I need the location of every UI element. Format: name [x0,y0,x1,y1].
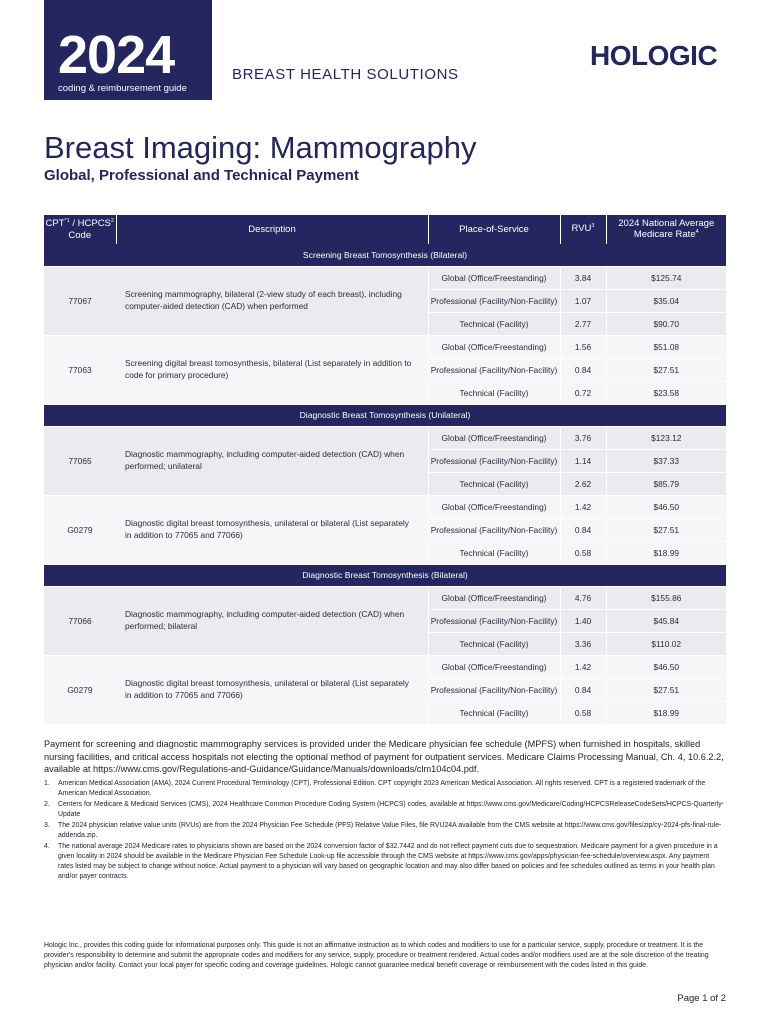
section-header-row [44,404,726,426]
rate-cell: $27.51 [606,518,726,541]
payment-table [44,215,726,725]
section-title: Screening Breast Tomosynthesis (Bilateral) [44,244,726,266]
code-cell: 77067 [44,266,116,335]
page-title: Breast Imaging: Mammography [44,130,477,165]
guide-year: 2024 [58,25,175,85]
table-row [44,655,726,678]
rate-cell: $125.74 [606,266,726,289]
page-number: Page 1 of 2 [677,993,726,1004]
footnote: 3. The 2024 physician relative value units (RVUs) are from the 2024 Physician Fee Schedule (PFS) Relative Value Files, file RVU24A available from the CMS website at https://www.cms.gov/files/zip/cy-2024-pfs-final-rule-addenda.zip. [44,822,722,839]
rate-cell: $46.50 [606,655,726,678]
rvu-cell: 3.76 [560,426,606,449]
place-of-service-cell: Global (Office/Freestanding) [428,266,560,289]
place-of-service-cell: Global (Office/Freestanding) [428,495,560,518]
table-row [44,266,726,289]
header-place-of-service: Place-of-Service [428,215,560,244]
rate-cell: $90.70 [606,312,726,335]
code-cell: G0279 [44,495,116,564]
rate-cell: $51.08 [606,335,726,358]
hologic-logo: HOLOGIC [590,40,718,71]
rvu-cell: 3.36 [560,632,606,655]
rate-cell: $27.51 [606,678,726,701]
place-of-service-cell: Global (Office/Freestanding) [428,655,560,678]
place-of-service-cell: Global (Office/Freestanding) [428,586,560,609]
rvu-cell: 0.72 [560,381,606,404]
code-cell: 77065 [44,426,116,495]
rate-cell: $18.99 [606,541,726,564]
rvu-cell: 3.84 [560,266,606,289]
place-of-service-cell: Professional (Facility/Non-Facility) [428,678,560,701]
place-of-service-cell: Professional (Facility/Non-Facility) [428,289,560,312]
section-header-row [44,564,726,586]
place-of-service-cell: Technical (Facility) [428,381,560,404]
rvu-cell: 0.84 [560,358,606,381]
page-subtitle: Global, Professional and Technical Payment [44,167,359,184]
table-row [44,586,726,609]
place-of-service-cell: Global (Office/Freestanding) [428,335,560,358]
rvu-cell: 0.58 [560,541,606,564]
rate-cell: $23.58 [606,381,726,404]
place-of-service-cell: Professional (Facility/Non-Facility) [428,449,560,472]
place-of-service-cell: Professional (Facility/Non-Facility) [428,358,560,381]
description-cell: Screening digital breast tomosynthesis, bilateral (List separately in addition to code for primary procedure) [116,335,428,404]
rvu-cell: 4.76 [560,586,606,609]
rvu-cell: 1.42 [560,495,606,518]
section-title: Diagnostic Breast Tomosynthesis (Unilateral) [44,404,726,426]
table-row [44,335,726,358]
rvu-cell: 0.84 [560,678,606,701]
rate-cell: $155.86 [606,586,726,609]
rvu-cell: 1.14 [560,449,606,472]
section-title: Diagnostic Breast Tomosynthesis (Bilateral) [44,564,726,586]
guide-subtitle: coding & reimbursement guide [58,83,187,94]
place-of-service-cell: Professional (Facility/Non-Facility) [428,518,560,541]
year-badge [44,0,212,100]
rate-cell: $35.04 [606,289,726,312]
rate-cell: $45.84 [606,609,726,632]
header-code: CPT$^{*1}$ / HCPCS$^2$ Code [44,215,116,244]
disclaimer: Hologic Inc., provides this coding guide for informational purposes only. This guide is not an affirmative instruction as to which codes and modifiers to use for a particular service, supply, procedure or treatment. It is the provider's responsibility to determine and submit the appropriate codes and modifiers for any service, supply, procedure or treatment rendered. Actual codes and/or modifiers used are at the sole discretion of the treating physician and/or facility. Contact your local payer for specific coding and coverage guidelines. Hologic cannot guarantee medical benefit coverage or reimbursement with the codes listed in this guide. [44,942,709,969]
table-header-row [44,215,726,244]
footnote: 4. The national average 2024 Medicare rates to physicians shown are based on the 2024 conversion factor of $32.7442 and do not reflect payment cuts due to sequestration. Medicare payment for a given procedure in a given locality in 2024 should be available in the Medicare Physician Fee Schedule Look-up file accessible through the CMS website at https://www.cms.gov/apps/physician-fee-schedule/overview.aspx. Any payment rates listed may be subject to change without notice. Actual payment to a physician will vary based on geographic location and may also differ based on policies and fee schedules outlined as terms in your health plan and/or payer contracts. [44,843,718,880]
section-label: BREAST HEALTH SOLUTIONS [232,66,459,83]
rvu-cell: 1.07 [560,289,606,312]
footnote: 1. American Medical Association (AMA), 2024 Current Procedural Terminology (CPT), Professional Edition. CPT copyright 2023 American Medical Association. All rights reserved. CPT is a registered trademark of the American Medical Association. [44,780,706,797]
description-cell: Diagnostic digital breast tomosynthesis, unilateral or bilateral (List separately in addition to 77065 and 77066) [116,655,428,724]
rate-cell: $123.12 [606,426,726,449]
rvu-cell: 1.42 [560,655,606,678]
rvu-cell: 2.77 [560,312,606,335]
rate-cell: $27.51 [606,358,726,381]
place-of-service-cell: Technical (Facility) [428,472,560,495]
rate-cell: $46.50 [606,495,726,518]
header-rate: 2024 National Average Medicare Rate$^4$ [606,215,726,244]
code-cell: 77063 [44,335,116,404]
description-cell: Diagnostic mammography, including computer-aided detection (CAD) when performed; unilateral [116,426,428,495]
description-cell: Screening mammography, bilateral (2-view study of each breast), including computer-aided detection (CAD) when performed [116,266,428,335]
place-of-service-cell: Technical (Facility) [428,541,560,564]
table-row [44,426,726,449]
rate-cell: $85.79 [606,472,726,495]
description-cell: Diagnostic digital breast tomosynthesis, unilateral or bilateral (List separately in addition to 77065 and 77066) [116,495,428,564]
rvu-cell: 1.40 [560,609,606,632]
rate-cell: $18.99 [606,701,726,724]
place-of-service-cell: Technical (Facility) [428,312,560,335]
footnote: 2. Centers for Medicare & Medicaid Services (CMS), 2024 Healthcare Common Procedure Coding System (HCPCS) codes, available at https://www.cms.gov/Medicare/Coding/HCPCSReleaseCodeSets/HCPCS-Quarterly-Update [44,801,724,818]
section-header-row [44,244,726,266]
rvu-cell: 0.84 [560,518,606,541]
footnotes [44,779,726,883]
place-of-service-cell: Technical (Facility) [428,701,560,724]
rvu-cell: 2.62 [560,472,606,495]
place-of-service-cell: Professional (Facility/Non-Facility) [428,609,560,632]
rate-cell: $110.02 [606,632,726,655]
code-cell: G0279 [44,655,116,724]
table-row [44,495,726,518]
payment-note: Payment for screening and diagnostic mammography services is provided under the Medicare physician fee schedule (MPFS) when furnished in hospitals, skilled nursing facilities, and critical access hospitals not electing the optional method of payment for outpatient services. Medicare Claims Processing Manual, Ch. 4, 10.6.2.2, available at https://www.cms.gov/Regulations-and-Guidance/Guidance/Manuals/downloads/clm104c04.pdf. [44,739,724,775]
rvu-cell: 1.56 [560,335,606,358]
rate-cell: $37.33 [606,449,726,472]
rvu-cell: 0.58 [560,701,606,724]
description-cell: Diagnostic mammography, including computer-aided detection (CAD) when performed; bilateral [116,586,428,655]
code-cell: 77066 [44,586,116,655]
header-description: Description [116,215,428,244]
place-of-service-cell: Technical (Facility) [428,632,560,655]
header-rvu: RVU$^3$ [560,215,606,244]
place-of-service-cell: Global (Office/Freestanding) [428,426,560,449]
